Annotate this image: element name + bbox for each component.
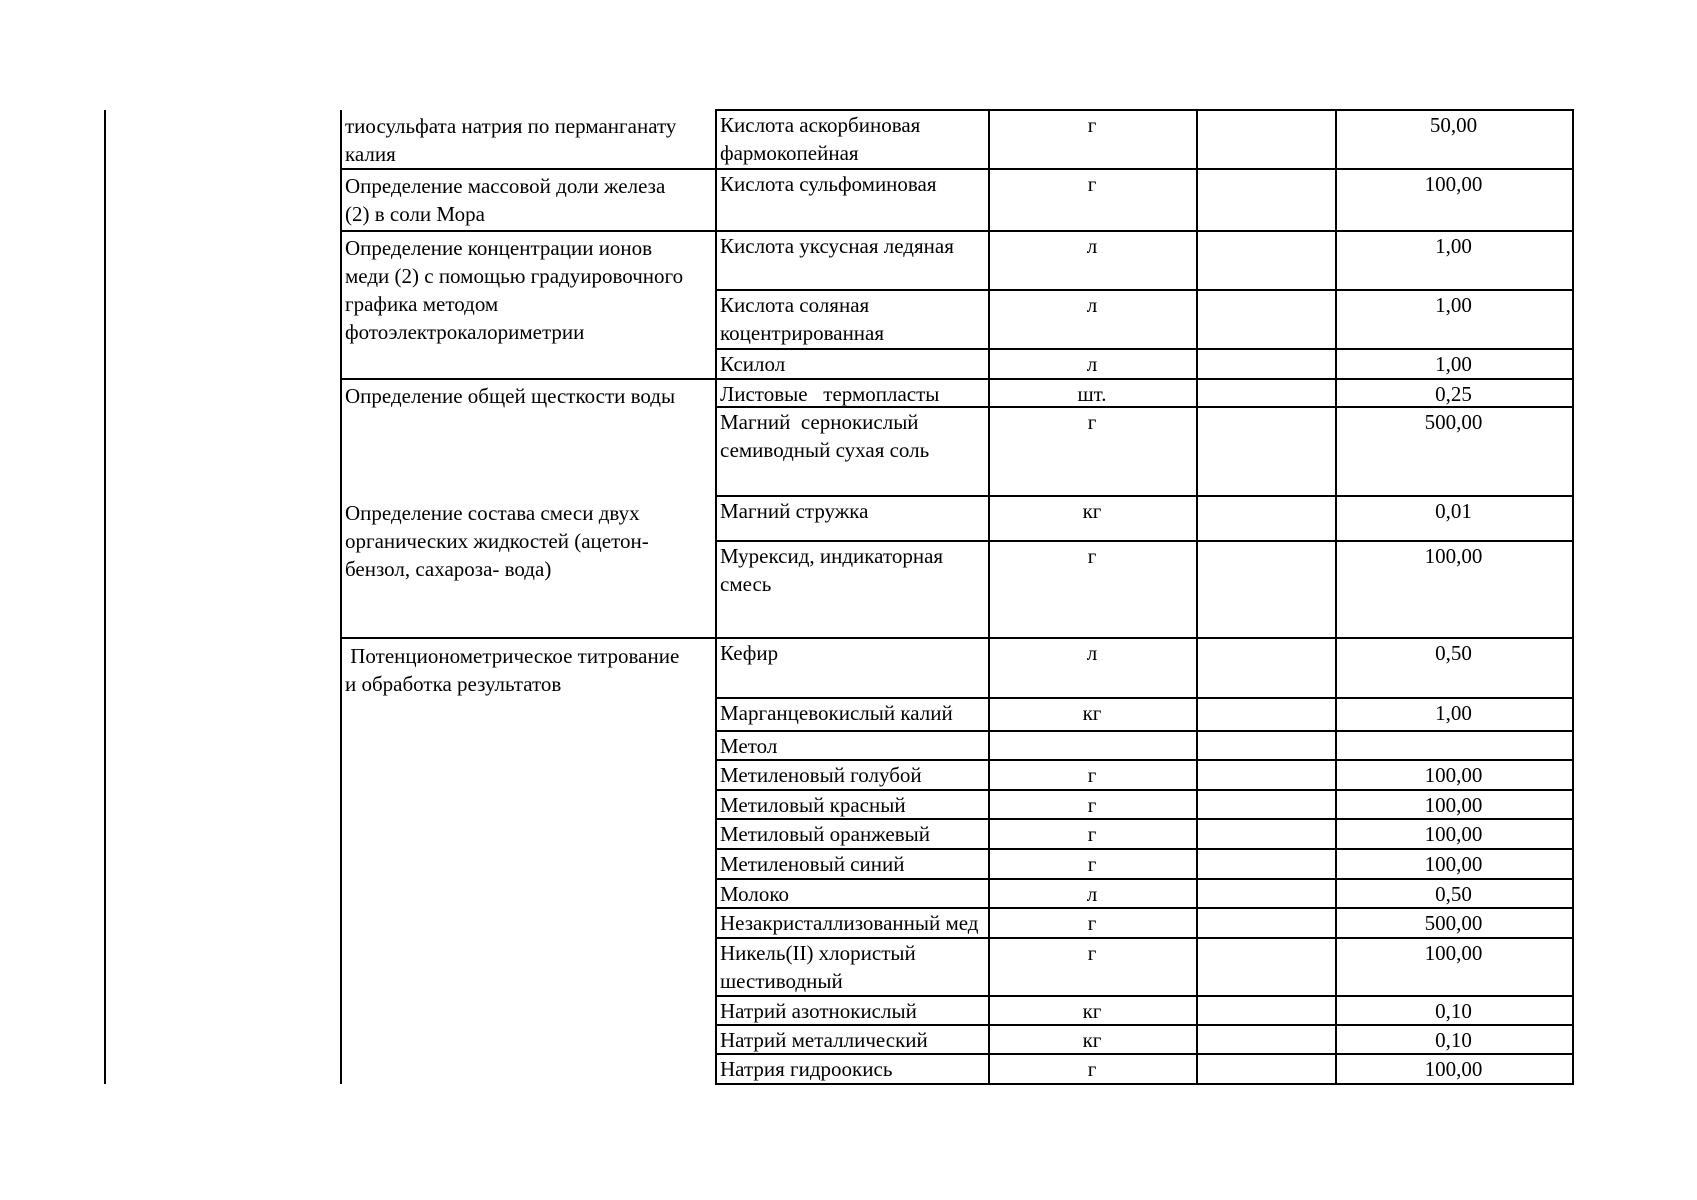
unit-cell: л — [1086, 234, 1098, 258]
unit-cell: г — [1087, 113, 1097, 137]
left-margin-rule — [104, 110, 106, 1084]
quantity-cell: 0,50 — [1435, 641, 1472, 665]
material-name: Кислота аскорбиновая фармокопейная — [720, 113, 921, 165]
unit-cell: кг — [1082, 999, 1102, 1023]
unit-cell: г — [1087, 410, 1097, 434]
quantity-cell: 0,10 — [1435, 1028, 1472, 1052]
quantity-cell: 1,00 — [1435, 701, 1472, 725]
material-name: Кефир — [720, 641, 779, 665]
material-name: Натрия гидроокись — [720, 1057, 893, 1081]
material-name: Метол — [720, 734, 778, 758]
material-name: Кислота уксусная ледяная — [720, 234, 954, 258]
quantity-cell: 50,00 — [1429, 113, 1478, 137]
section-rule — [340, 378, 717, 380]
section-label: Определение состава смеси двух органических жидкостей (ацетон- бензол, сахароза- вода) — [345, 501, 649, 581]
material-name: Мурексид, индикаторная смесь — [720, 544, 944, 596]
unit-cell: шт. — [1077, 382, 1107, 406]
quantity-cell: 0,50 — [1435, 882, 1472, 906]
material-name: Молоко — [720, 882, 789, 906]
material-name: Кислота соляная коцентрированная — [720, 293, 885, 345]
section-column-rule — [340, 110, 342, 1084]
unit-cell: г — [1087, 941, 1097, 965]
section-label: Определение общей щесткости воды — [345, 384, 676, 408]
material-name: Марганцевокислый калий — [720, 701, 953, 725]
material-name: Магний стружка — [720, 499, 869, 523]
unit-cell: г — [1087, 1057, 1097, 1081]
quantity-cell: 100,00 — [1424, 793, 1483, 817]
quantity-cell: 100,00 — [1424, 1057, 1483, 1081]
quantity-cell: 100,00 — [1424, 172, 1483, 196]
section-label: тиосульфата натрия по перманганату калия — [345, 114, 677, 166]
material-name: Метиленовый голубой — [720, 763, 922, 787]
material-name: Метиленовый синий — [720, 852, 905, 876]
material-name: Метиловый красный — [720, 793, 906, 817]
quantity-cell: 100,00 — [1424, 852, 1483, 876]
material-name: Натрий азотнокислый — [720, 999, 917, 1023]
section-rule — [340, 230, 717, 232]
unit-cell: г — [1087, 172, 1097, 196]
unit-cell: г — [1087, 911, 1097, 935]
quantity-cell: 500,00 — [1424, 410, 1483, 434]
unit-cell: г — [1087, 544, 1097, 568]
material-name: Магний сернокислый семиводный сухая соль — [720, 410, 930, 462]
material-name: Кислота сульфоминовая — [720, 172, 937, 196]
quantity-cell: 1,00 — [1435, 293, 1472, 317]
unit-cell: г — [1087, 763, 1097, 787]
unit-cell: г — [1087, 793, 1097, 817]
unit-cell: л — [1086, 641, 1098, 665]
quantity-cell: 100,00 — [1424, 544, 1483, 568]
material-name: Метиловый оранжевый — [720, 822, 930, 846]
quantity-cell: 0,25 — [1435, 382, 1472, 406]
unit-cell: л — [1086, 882, 1098, 906]
quantity-cell: 100,00 — [1424, 763, 1483, 787]
unit-cell: кг — [1082, 701, 1102, 725]
quantity-cell: 0,10 — [1435, 999, 1472, 1023]
unit-cell: л — [1086, 352, 1098, 376]
row-rule — [715, 1083, 1574, 1085]
unit-cell: кг — [1082, 1028, 1102, 1052]
quantity-cell: 100,00 — [1424, 822, 1483, 846]
quantity-cell: 500,00 — [1424, 911, 1483, 935]
quantity-cell: 1,00 — [1435, 352, 1472, 376]
quantity-cell: 0,01 — [1435, 499, 1472, 523]
unit-cell: кг — [1082, 499, 1102, 523]
section-label: Потенционометрическое титрование и обработка результатов — [345, 644, 680, 696]
quantity-cell: 1,00 — [1435, 234, 1472, 258]
quantity-cell: 100,00 — [1424, 941, 1483, 965]
section-rule — [340, 168, 717, 170]
unit-cell: г — [1087, 822, 1097, 846]
material-name: Незакристаллизованный мед — [720, 911, 979, 935]
section-rule — [340, 637, 717, 639]
section-label: Определение массовой доли железа (2) в соли Мора — [345, 174, 666, 226]
material-name: Никель(II) хлористый шестиводный — [720, 941, 916, 993]
section-label: Определение концентрации ионов меди (2) с помощью градуировочного графика методом фотоэлектрокалориметрии — [345, 236, 684, 344]
unit-cell: л — [1086, 293, 1098, 317]
material-name: Листовые термопласты — [720, 382, 940, 406]
material-name: Ксилол — [720, 352, 786, 376]
material-name: Натрий металлический — [720, 1028, 928, 1052]
unit-cell: г — [1087, 852, 1097, 876]
